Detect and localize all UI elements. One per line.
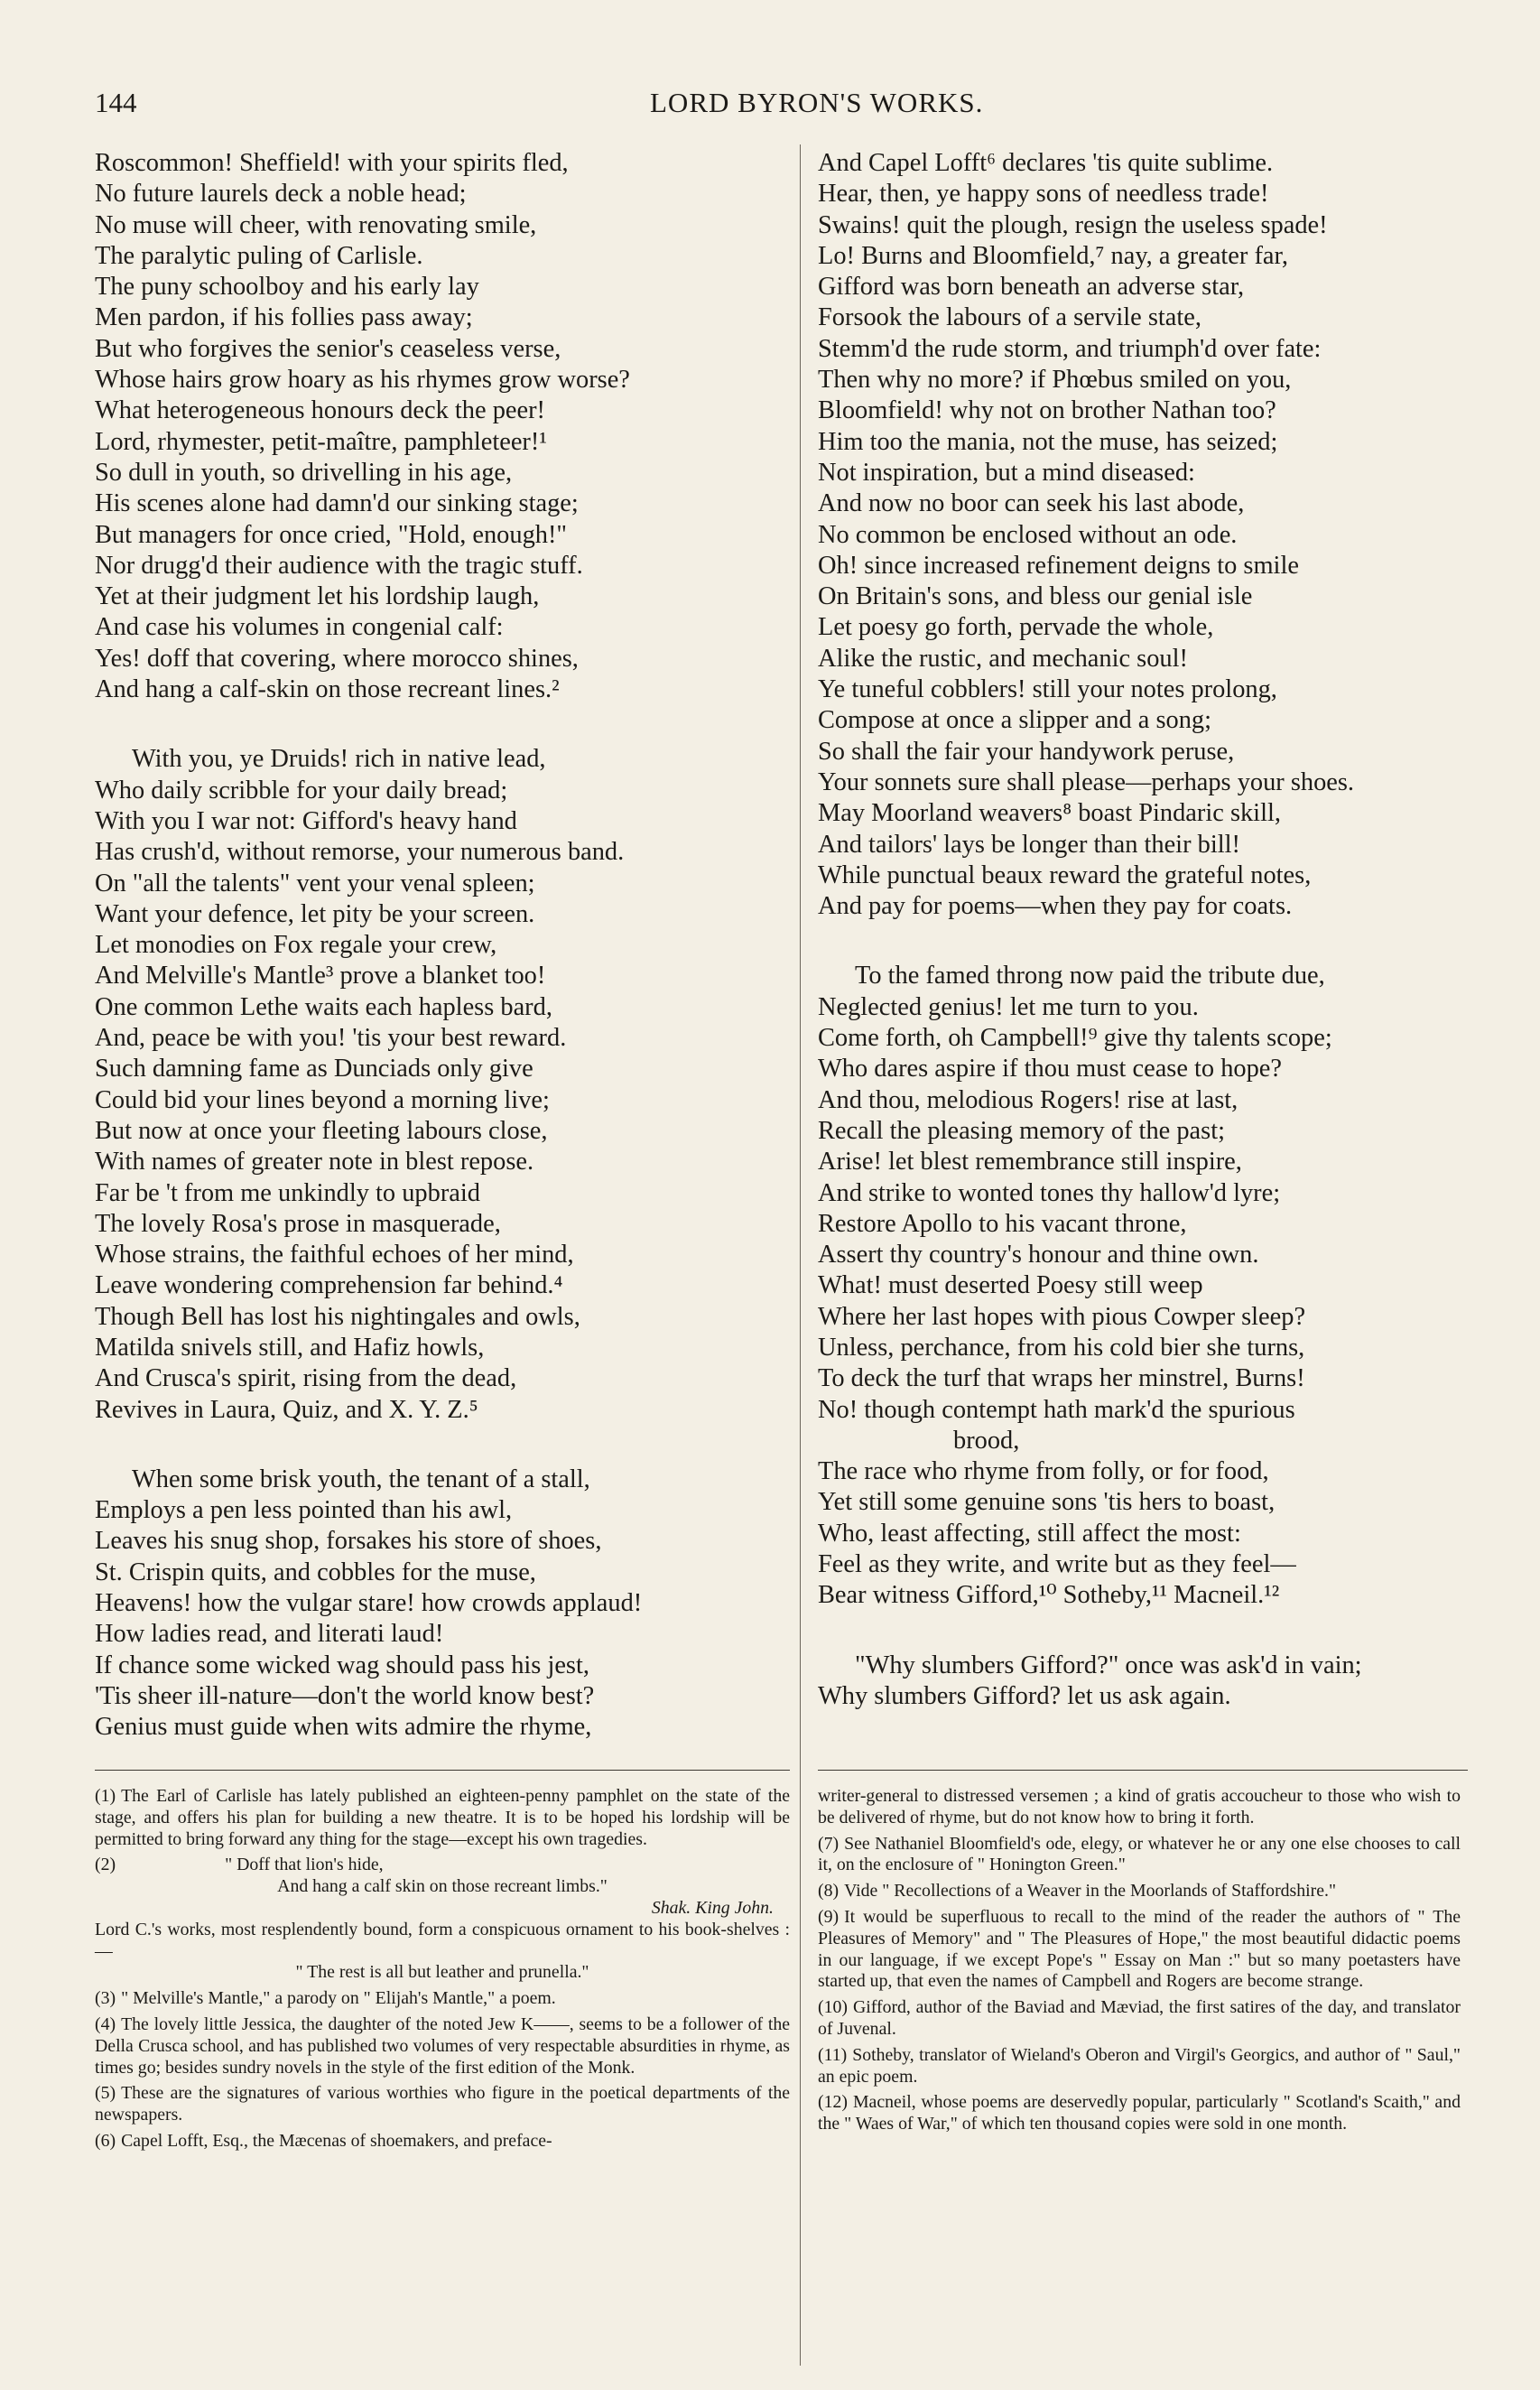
verse-line: Gifford was born beneath an adverse star, bbox=[818, 273, 1245, 302]
verse-line: Hear, then, ye happy sons of needless trade! bbox=[818, 180, 1269, 209]
verse-line: Heavens! how the vulgar stare! how crowds applaud! bbox=[95, 1589, 643, 1618]
verse-line: One common Lethe waits each hapless bard, bbox=[95, 992, 552, 1021]
verse-line: While punctual beaux reward the grateful notes, bbox=[818, 860, 1312, 889]
verse-line: And case his volumes in congenial calf: bbox=[95, 613, 504, 642]
verse-line: But now at once your fleeting labours close, bbox=[95, 1116, 548, 1145]
footnote-text: Lord C.'s works, most resplendently bound, form a conspicuous ornament to his book-shelves :— bbox=[95, 1919, 790, 1961]
verse-line: The lovely Rosa's prose in masquerade, bbox=[95, 1209, 501, 1238]
verse-line: The paralytic puling of Carlisle. bbox=[95, 241, 423, 270]
verse-line: To deck the turf that wraps her minstrel, Burns! bbox=[818, 1364, 1305, 1393]
verse-line: With you, ye Druids! rich in native lead, bbox=[132, 745, 546, 774]
verse-line: Yes! doff that covering, where morocco shines, bbox=[95, 644, 579, 673]
footnote bbox=[818, 2092, 1461, 2135]
verse-line: Who dares aspire if thou must cease to hope? bbox=[818, 1055, 1283, 1083]
verse-line: Restore Apollo to his vacant throne, bbox=[818, 1209, 1187, 1238]
footnote-text: The Earl of Carlisle has lately published an eighteen-penny pamphlet on the state of the stage, and offers his plan for building a new theatre. It is to be hoped his lordship will be permitted to bring forward any thing for the stage—except his own tragedies. bbox=[95, 1786, 790, 1849]
verse-line: Yet at their judgment let his lordship laugh, bbox=[95, 582, 540, 611]
page-header bbox=[95, 87, 1449, 123]
verse-line: Come forth, oh Campbell!⁹ give thy talents scope; bbox=[818, 1024, 1332, 1053]
verse-line: The puny schoolboy and his early lay bbox=[95, 273, 479, 302]
verse-line: Bloomfield! why not on brother Nathan too? bbox=[818, 396, 1276, 425]
footnote-text: Gifford, author of the Baviad and Mæviad, the first satires of the day, and translator of Juvenal. bbox=[818, 1997, 1461, 2039]
footnote-number: (11) bbox=[818, 2044, 848, 2065]
verse-line: On "all the talents" vent your venal spleen; bbox=[95, 869, 535, 897]
footnote-number: (4) bbox=[95, 2013, 116, 2034]
verse-line: Him too the mania, not the muse, has seized; bbox=[818, 427, 1278, 456]
footnote-number: (10) bbox=[818, 1997, 848, 2018]
footnote-number: (9) bbox=[818, 1906, 840, 1927]
verse-line: Leaves his snug shop, forsakes his store of shoes, bbox=[95, 1527, 602, 1556]
verse-line: Roscommon! Sheffield! with your spirits fled, bbox=[95, 149, 569, 177]
verse-line: Yet still some genuine sons 'tis hers to boast, bbox=[818, 1488, 1276, 1517]
footnote-text: Capel Lofft, Esq., the Mæcenas of shoemakers, and preface- bbox=[121, 2130, 552, 2151]
running-title: LORD BYRON'S WORKS. bbox=[650, 87, 984, 118]
verse-line: Neglected genius! let me turn to you. bbox=[818, 992, 1199, 1021]
verse-line: With you I war not: Gifford's heavy hand bbox=[95, 806, 517, 835]
verse-line: And tailors' lays be longer than their bill! bbox=[818, 830, 1240, 859]
verse-line: No muse will cheer, with renovating smile, bbox=[95, 210, 537, 239]
verse-line: No! though contempt hath mark'd the spurious bbox=[818, 1395, 1295, 1424]
verse-line: Not inspiration, but a mind diseased: bbox=[818, 458, 1195, 487]
footnote-text: " Melville's Mantle," a parody on " Elijah's Mantle," a poem. bbox=[121, 1988, 556, 2009]
stanza bbox=[818, 1651, 1468, 1713]
verse-line: With names of greater note in blest repose. bbox=[95, 1148, 534, 1176]
verse-line: Leave wondering comprehension far behind.⁴ bbox=[95, 1271, 563, 1300]
footnote-number: (1) bbox=[95, 1786, 116, 1806]
verse-line: Men pardon, if his follies pass away; bbox=[95, 303, 473, 332]
verse-line: And now no boor can seek his last abode, bbox=[818, 489, 1245, 518]
verse-line: Arise! let blest remembrance still inspire, bbox=[818, 1148, 1242, 1176]
footnotes-left bbox=[95, 1786, 790, 2157]
verse-line: Let monodies on Fox regale your crew, bbox=[95, 931, 497, 960]
footnote-text: See Nathaniel Bloomfield's ode, elegy, or whatever he or any one else chooses to call it, on the enclosure of " Honington Green." bbox=[818, 1833, 1461, 1875]
footnote-quote: " Doff that lion's hide, bbox=[225, 1855, 384, 1875]
footnote bbox=[818, 1907, 1461, 1993]
verse-line: No common be enclosed without an ode. bbox=[818, 520, 1238, 549]
column-divider bbox=[800, 144, 801, 2366]
verse-line: Revives in Laura, Quiz, and X. Y. Z.⁵ bbox=[95, 1395, 478, 1424]
verse-line: To the famed throng now paid the tribute due, bbox=[855, 962, 1325, 990]
verse-line: Who, least affecting, still affect the most: bbox=[818, 1519, 1241, 1548]
verse-line: Whose strains, the faithful echoes of her mind, bbox=[95, 1241, 574, 1269]
verse-line: St. Crispin quits, and cobbles for the muse, bbox=[95, 1558, 536, 1586]
footnote-text: Macneil, whose poems are deservedly popular, particularly " Scotland's Scaith," and the " Waes of War," of which ten thousand copies were sold in one month. bbox=[818, 2092, 1461, 2134]
verse-line: No future laurels deck a noble head; bbox=[95, 180, 467, 209]
verse-line: And Capel Lofft⁶ declares 'tis quite sublime. bbox=[818, 149, 1274, 177]
footnote bbox=[95, 2083, 790, 2126]
footnote bbox=[95, 2014, 790, 2078]
verse-line: And Crusca's spirit, rising from the dead, bbox=[95, 1364, 517, 1393]
verse-line: 'Tis sheer ill-nature—don't the world know best? bbox=[95, 1681, 595, 1710]
footnote-rule bbox=[818, 1770, 1468, 1771]
verse-line: Then why no more? if Phœbus smiled on you, bbox=[818, 366, 1292, 395]
verse-line: Where her last hopes with pious Cowper sleep? bbox=[818, 1302, 1306, 1331]
verse-line: Recall the pleasing memory of the past; bbox=[818, 1116, 1225, 1145]
footnote-text: Sotheby, translator of Wieland's Oberon and Virgil's Georgics, and author of " Saul," an epic poem. bbox=[818, 2044, 1461, 2087]
verse-line: What! must deserted Poesy still weep bbox=[818, 1271, 1203, 1300]
stanza bbox=[818, 961, 1468, 1611]
stanza bbox=[95, 744, 790, 1426]
verse-line: And, peace be with you! 'tis your best reward. bbox=[95, 1024, 567, 1053]
footnote-rule bbox=[95, 1770, 790, 1771]
footnote bbox=[95, 1855, 790, 1984]
footnote bbox=[818, 1786, 1461, 1829]
verse-line: Matilda snivels still, and Hafiz howls, bbox=[95, 1333, 485, 1362]
verse-line: Lord, rhymester, petit-maître, pamphleteer!¹ bbox=[95, 427, 547, 456]
verse-line: Want your defence, let pity be your screen. bbox=[95, 899, 535, 928]
footnote-text: The lovely little Jessica, the daughter of the noted Jew K——, seems to be a follower of the Della Crusca school, and has published two volumes of very respectable absurdities in rhyme, as times go; besides sundry novels in the style of the first edition of the Monk. bbox=[95, 2013, 790, 2078]
footnote-text: Vide " Recollections of a Weaver in the Moorlands of Staffordshire." bbox=[844, 1881, 1337, 1902]
footnote-number: (8) bbox=[818, 1881, 840, 1902]
verse-line: His scenes alone had damn'd our sinking stage; bbox=[95, 489, 579, 518]
verse-line: Far be 't from me unkindly to upbraid bbox=[95, 1178, 480, 1207]
footnote-quote: And hang a calf skin on those recreant limbs." bbox=[277, 1876, 608, 1897]
verse-line: If chance some wicked wag should pass his jest, bbox=[95, 1651, 589, 1679]
verse-line: The race who rhyme from folly, or for food, bbox=[818, 1457, 1269, 1486]
stanza bbox=[818, 148, 1468, 922]
verse-line: Assert thy country's honour and thine own. bbox=[818, 1241, 1259, 1269]
footnote bbox=[95, 1988, 790, 2010]
verse-line: Your sonnets sure shall please—perhaps your shoes. bbox=[818, 767, 1355, 796]
footnotes-right bbox=[818, 1786, 1461, 2140]
footnote-number: (7) bbox=[818, 1833, 840, 1854]
verse-line: But who forgives the senior's ceaseless verse, bbox=[95, 334, 561, 363]
verse-line: Alike the rustic, and mechanic soul! bbox=[818, 644, 1188, 673]
footnote-number: (6) bbox=[95, 2130, 116, 2151]
footnote-text: These are the signatures of various worthies who figure in the poetical departments of the newspapers. bbox=[95, 2083, 790, 2125]
footnote-quote: " The rest is all but leather and prunella." bbox=[295, 1962, 589, 1983]
verse-line: So shall the fair your handywork peruse, bbox=[818, 737, 1235, 766]
verse-line: Lo! Burns and Bloomfield,⁷ nay, a greater far, bbox=[818, 241, 1288, 270]
verse-line: And thou, melodious Rogers! rise at last, bbox=[818, 1085, 1238, 1114]
verse-line: Such damning fame as Dunciads only give bbox=[95, 1055, 533, 1083]
footnote-number: (5) bbox=[95, 2083, 116, 2104]
verse-line: And hang a calf-skin on those recreant lines.² bbox=[95, 675, 560, 704]
page-number: 144 bbox=[95, 87, 137, 118]
left-column bbox=[95, 148, 790, 1782]
verse-line: Whose hairs grow hoary as his rhymes grow worse? bbox=[95, 366, 630, 395]
footnote bbox=[818, 1997, 1461, 2041]
verse-line: Let poesy go forth, pervade the whole, bbox=[818, 613, 1214, 642]
verse-line: On Britain's sons, and bless our genial isle bbox=[818, 582, 1253, 611]
verse-line: Oh! since increased refinement deigns to smile bbox=[818, 551, 1299, 580]
verse-line: So dull in youth, so drivelling in his age, bbox=[95, 458, 513, 487]
stanza bbox=[95, 1465, 790, 1744]
footnote bbox=[95, 1786, 790, 1850]
stanza bbox=[95, 148, 790, 705]
verse-line: "Why slumbers Gifford?" once was ask'd in vain; bbox=[855, 1651, 1362, 1679]
footnote bbox=[95, 2131, 790, 2153]
verse-line: brood, bbox=[953, 1426, 1020, 1455]
verse-line: Bear witness Gifford,¹⁰ Sotheby,¹¹ Macneil.¹² bbox=[818, 1581, 1280, 1610]
footnote bbox=[818, 2045, 1461, 2088]
verse-line: Has crush'd, without remorse, your numerous band. bbox=[95, 838, 625, 867]
verse-line: Could bid your lines beyond a morning live; bbox=[95, 1085, 550, 1114]
verse-line: What heterogeneous honours deck the peer! bbox=[95, 396, 545, 425]
footnote-text: writer-general to distressed versemen ; a kind of gratis accoucheur to those who wish to be delivered of rhyme, but do not know how to bring it forth. bbox=[818, 1786, 1461, 1827]
verse-line: Though Bell has lost his nightingales and owls, bbox=[95, 1302, 580, 1331]
verse-line: Forsook the labours of a servile state, bbox=[818, 303, 1201, 332]
footnote-attribution: Shak. King John. bbox=[651, 1897, 774, 1918]
verse-line: Compose at once a slipper and a song; bbox=[818, 706, 1212, 735]
verse-line: Employs a pen less pointed than his awl, bbox=[95, 1496, 513, 1525]
footnote-text: It would be superfluous to recall to the mind of the reader the authors of " The Pleasures of Memory" and " The Pleasures of Hope," the most beautiful didactic poems in our language, if we except Pope's " Essay on Man :" but so many poetasters have started up, that even the names of Campbell and Rogers are become strange. bbox=[818, 1906, 1461, 1992]
verse-line: But managers for once cried, "Hold, enough!" bbox=[95, 520, 568, 549]
verse-line: And Melville's Mantle³ prove a blanket too! bbox=[95, 962, 546, 990]
verse-line: And pay for poems—when they pay for coats. bbox=[818, 892, 1293, 921]
verse-line: When some brisk youth, the tenant of a stall, bbox=[132, 1465, 590, 1493]
verse-line: Feel as they write, and write but as they feel— bbox=[818, 1550, 1296, 1579]
verse-line: May Moorland weavers⁸ boast Pindaric skill, bbox=[818, 799, 1281, 828]
verse-line: Stemm'd the rude storm, and triumph'd over fate: bbox=[818, 334, 1322, 363]
right-column bbox=[818, 148, 1468, 1751]
footnote-number: (2) bbox=[95, 1855, 116, 1875]
footnote-number: (3) bbox=[95, 1988, 116, 2009]
verse-line: Genius must guide when wits admire the rhyme, bbox=[95, 1713, 592, 1742]
verse-line: Unless, perchance, from his cold bier she turns, bbox=[818, 1333, 1305, 1362]
footnote bbox=[818, 1881, 1461, 1902]
verse-line: Who daily scribble for your daily bread; bbox=[95, 776, 508, 804]
verse-line: How ladies read, and literati laud! bbox=[95, 1620, 444, 1649]
verse-line: And strike to wonted tones thy hallow'd lyre; bbox=[818, 1178, 1281, 1207]
footnote bbox=[818, 1834, 1461, 1877]
verse-line: Why slumbers Gifford? let us ask again. bbox=[818, 1681, 1231, 1710]
verse-line: Ye tuneful cobblers! still your notes prolong, bbox=[818, 675, 1277, 704]
verse-line: Swains! quit the plough, resign the useless spade! bbox=[818, 210, 1328, 239]
footnote-number: (12) bbox=[818, 2092, 848, 2113]
verse-line: Nor drugg'd their audience with the tragic stuff. bbox=[95, 551, 583, 580]
